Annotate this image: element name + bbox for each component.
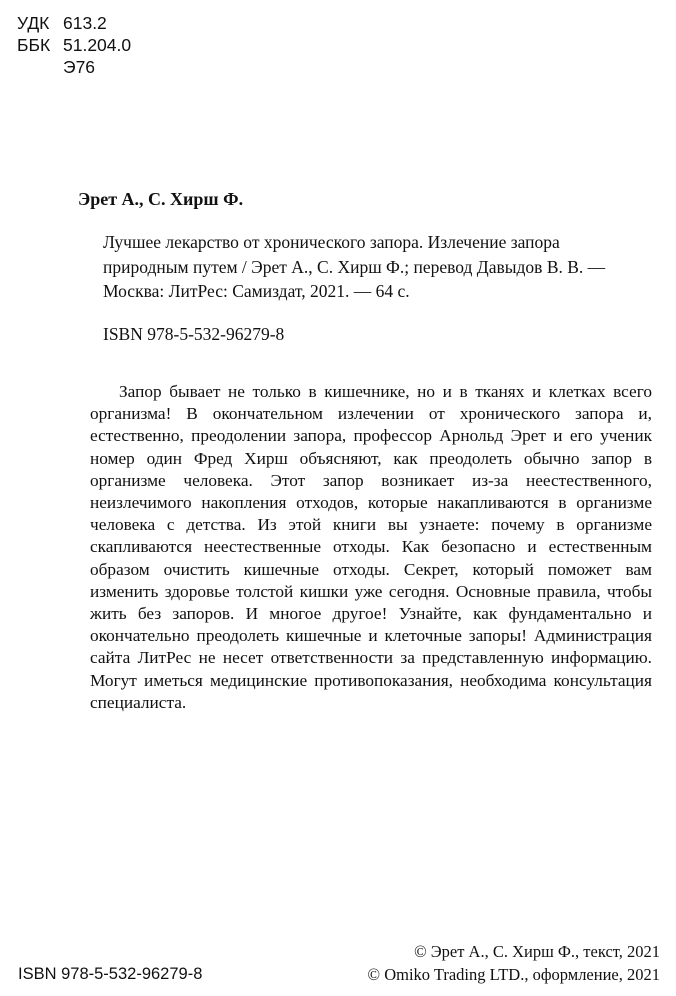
copyright-text-line: © Эрет А., С. Хирш Ф., текст, 2021 <box>414 942 660 961</box>
bibliographic-record: Лучшее лекарство от хронического запора. Излечение запора природным путем / Эрет А., С. Хирш Ф.; перевод Давыдов В. В. — Москва: ЛитРес: Самиздат, 2021. — 64 с. <box>103 232 606 301</box>
udk-row <box>17 12 131 34</box>
isbn-main: ISBN 978-5-532-96279-8 <box>103 324 285 344</box>
abstract-paragraph: Запор бывает не только в кишечнике, но и в тканях и клетках всего организма! В окончательном излечении от хронического запора и, естественно, преодолении запора, профессор Арнольд Эрет и его ученик номер один Фред Хирш объясняют, как преодолеть обычно запор в организме человека. Этот запор возникает из-за неестественного, неизлечимого накопления отходов, которые накапливаются в организме человека с детства. Из этой книги вы узнаете: почему в организме скапливаются неестественные отходы. Как безопасно и естественным образом очистить кишечные отходы. Секрет, который поможет вам изменить здоровье толстой кишки уже сегодня. Основные правила, чтобы жить без запоров. И многое другое! Узнайте, как фундаментально и окончательно преодолеть кишечные и клеточные запоры! Администрация сайта ЛитРес не несет ответственности за представленную информацию. Могут иметься медицинские противопоказания, необходима консультация специалиста. <box>90 382 652 712</box>
author-mark-row <box>17 56 131 78</box>
author-mark: Э76 <box>63 57 96 77</box>
copyright-design-line: © Omiko Trading LTD., оформление, 2021 <box>367 965 660 984</box>
bbk-value: 51.204.0 <box>63 35 132 55</box>
udk-label: УДК <box>17 13 50 33</box>
isbn-footer: ISBN 978-5-532-96279-8 <box>18 965 203 983</box>
author-heading: Эрет А., С. Хирш Ф. <box>78 189 244 209</box>
classification-block <box>17 12 131 78</box>
bbk-label: ББК <box>17 35 51 55</box>
copyright-block <box>368 940 660 986</box>
udk-value: 613.2 <box>63 13 107 33</box>
bbk-row <box>17 34 131 56</box>
